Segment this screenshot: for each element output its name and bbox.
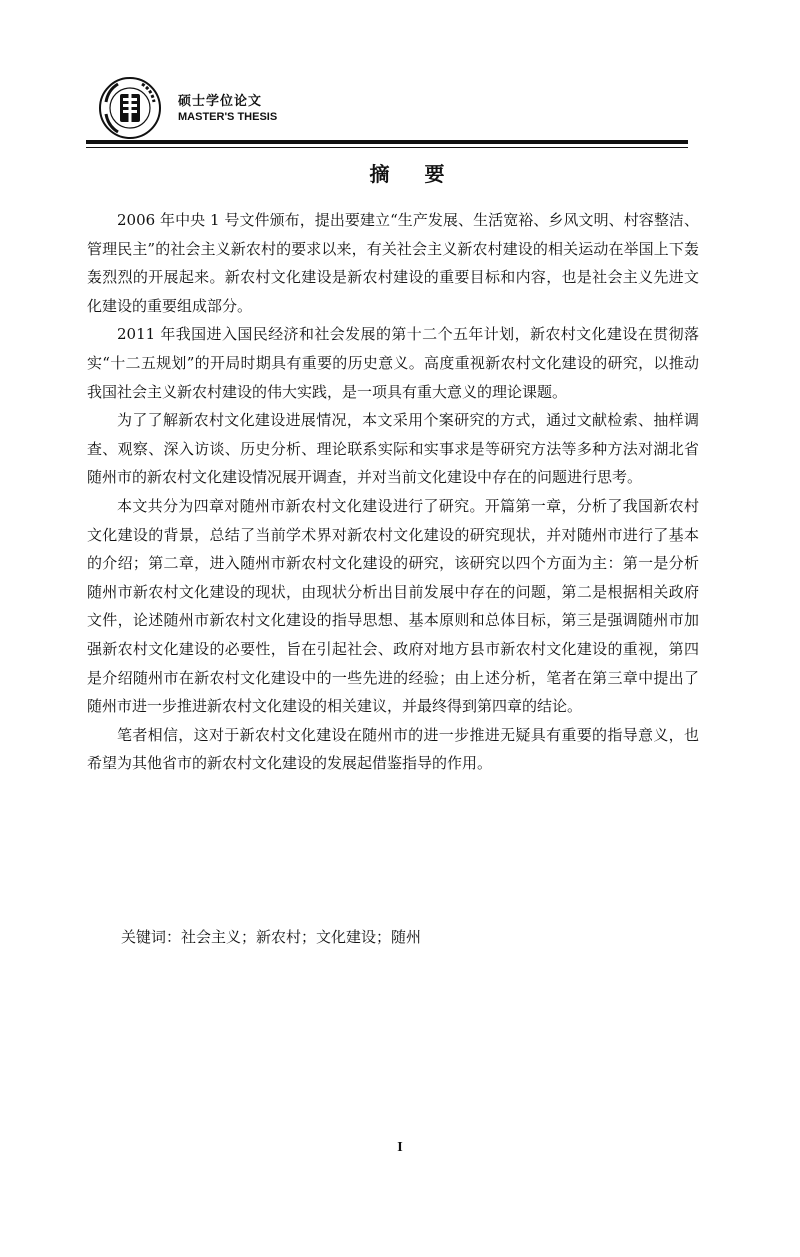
thesis-type-english: MASTER'S THESIS — [178, 111, 278, 123]
abstract-paragraph: 2006 年中央 1 号文件颁布，提出要建立“生产发展、生活宽裕、乡风文明、村容整洁、管理民主”的社会主义新农村的要求以来，有关社会主义新农村建设的相关运动在举国上下轰轰烈烈的开展起来。新农村文化建设是新农村建设的重要目标和内容，也是社会主义先进文化建设的重要组成部分。 — [87, 211, 699, 315]
page-number: I — [397, 1140, 403, 1155]
university-logo-seal — [98, 76, 162, 140]
page-header — [98, 76, 698, 136]
abstract-paragraph: 笔者相信，这对于新农村文化建设在随州市的进一步推进无疑具有重要的指导意义，也希望为其他省市的新农村文化建设的发展起借鉴指导的作用。 — [87, 725, 699, 773]
thesis-type-chinese: 硕士学位论文 — [178, 94, 263, 109]
abstract-title: 摘 要 — [369, 162, 459, 186]
keywords-line: 关键词：社会主义；新农村；文化建设；随州 — [121, 928, 422, 946]
header-rule-thin — [86, 147, 688, 148]
abstract-paragraph: 为了了解新农村文化建设进展情况，本文采用个案研究的方式，通过文献检索、抽样调查、观察、深入访谈、历史分析、理论联系实际和实事求是等研究方法等多种方法对湖北省随州市的新农村文化建设情况展开调查，并对当前文化建设中存在的问题进行思考。 — [87, 411, 699, 487]
abstract-body — [87, 206, 699, 778]
header-rule-thick — [86, 140, 688, 144]
abstract-paragraph: 本文共分为四章对随州市新农村文化建设进行了研究。开篇第一章，分析了我国新农村文化建设的背景，总结了当前学术界对新农村文化建设的研究现状，并对随州市进行了基本的介绍；第二章，进入随州市新农村文化建设的研究，该研究以四个方面为主：第一是分析随州市新农村文化建设的现状，由现状分析出目前发展中存在的问题，第二是根据相关政府文件，论述随州市新农村文化建设的指导思想、基本原则和总体目标，第三是强调随州市加强新农村文化建设的必要性，旨在引起社会、政府对地方县市新农村文化建设的重视，第四是介绍随州市在新农村文化建设中的一些先进的经验；由上述分析，笔者在第三章中提出了随州市进一步推进新农村文化建设的相关建议，并最终得到第四章的结论。 — [87, 496, 699, 716]
abstract-paragraph: 2011 年我国进入国民经济和社会发展的第十二个五年计划，新农村文化建设在贯彻落实“十二五规划”的开局时期具有重要的历史意义。高度重视新农村文化建设的研究，以推动我国社会主义新农村建设的伟大实践，是一项具有重大意义的理论课题。 — [87, 325, 699, 401]
